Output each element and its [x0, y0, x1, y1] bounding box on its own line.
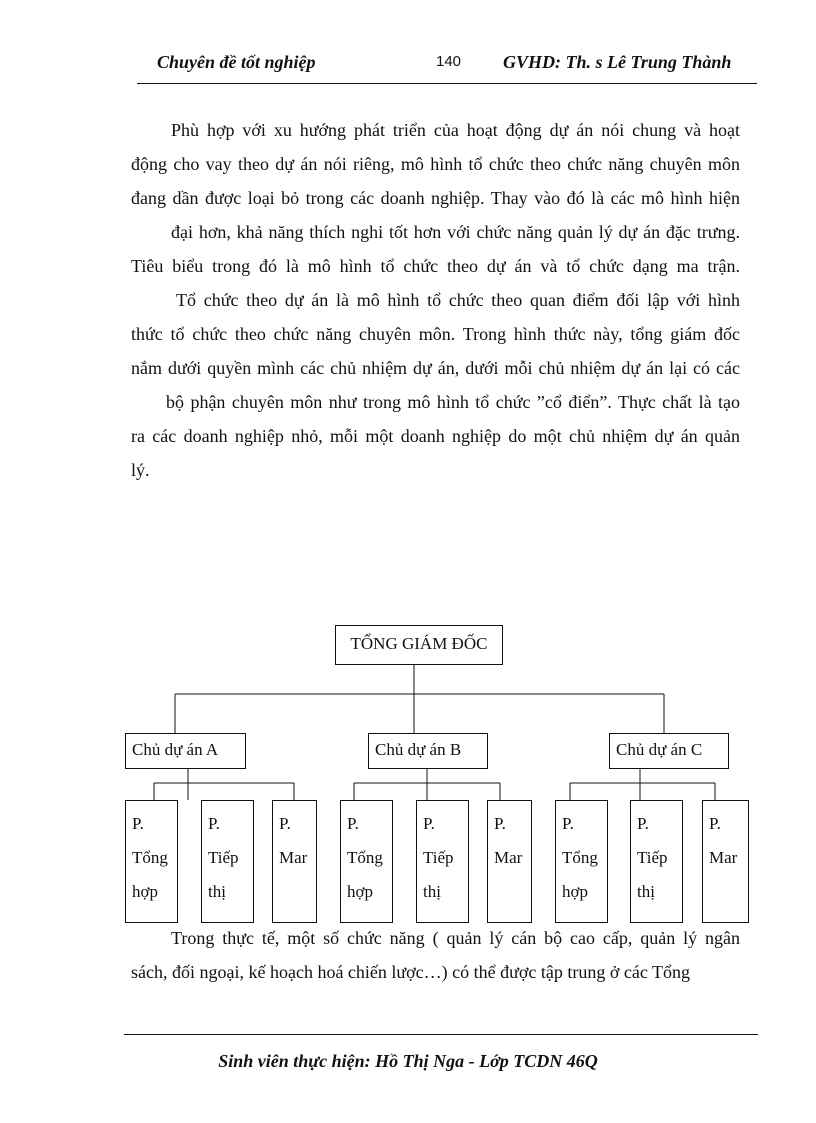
dept-label: hợp — [347, 882, 373, 901]
org-box-department — [125, 800, 178, 923]
paragraph-line: đang dần được loại bỏ trong các doanh nghiệp. Thay vào đó là các mô hình hiện — [131, 188, 740, 208]
org-box-project-b: Chủ dự án B — [368, 733, 488, 769]
dept-label: P. — [709, 814, 721, 833]
dept-label: P. — [637, 814, 649, 833]
org-box-department — [555, 800, 608, 923]
dept-label: P. — [208, 814, 220, 833]
dept-label: thị — [637, 882, 655, 901]
dept-label: thị — [423, 882, 441, 901]
org-box-ceo: TỔNG GIÁM ĐỐC — [335, 625, 503, 665]
dept-label: P. — [347, 814, 359, 833]
header-advisor: GVHD: Th. s Lê Trung Thành — [503, 52, 732, 72]
paragraph-line: đại hơn, khả năng thích nghi tốt hơn với chức năng quản lý dự án đặc trưng. — [171, 222, 740, 242]
dept-label: Tiếp — [423, 848, 454, 867]
org-box-department — [416, 800, 469, 923]
dept-label: hợp — [562, 882, 588, 901]
paragraph-line: Tiêu biểu trong đó là mô hình tổ chức theo dự án và tổ chức dạng ma trận. — [131, 256, 740, 276]
org-chart — [0, 620, 816, 930]
page-number: 140 — [436, 53, 462, 70]
paragraph-line: nắm dưới quyền mình các chủ nhiệm dự án, dưới mỗi chủ nhiệm dự án lại có các — [131, 358, 740, 378]
dept-label: Tiếp — [637, 848, 668, 867]
org-box-project-a: Chủ dự án A — [125, 733, 246, 769]
page-footer: Sinh viên thực hiện: Hồ Thị Nga - Lớp TCDN 46Q — [218, 1051, 598, 1071]
org-box-department — [487, 800, 532, 923]
header-title: Chuyên đề tốt nghiệp — [157, 52, 316, 72]
org-box-department — [630, 800, 683, 923]
org-box-department — [702, 800, 749, 923]
dept-label: Tổng — [347, 848, 383, 867]
paragraph-line: động cho vay theo dự án nói riêng, mô hình tổ chức theo chức năng chuyên môn — [131, 154, 740, 174]
paragraph-line: Trong thực tế, một số chức năng ( quản lý cán bộ cao cấp, quản lý ngân — [171, 928, 740, 948]
paragraph-line: lý. — [131, 460, 150, 480]
paragraph-line: bộ phận chuyên môn như trong mô hình tổ chức ”cổ điển”. Thực chất là tạo — [166, 392, 740, 412]
paragraph-line: ra các doanh nghiệp nhỏ, mỗi một doanh nghiệp do một chủ nhiệm dự án quản — [131, 426, 740, 446]
footer-rule — [124, 1034, 758, 1035]
org-box-department — [272, 800, 317, 923]
dept-label: Mar — [494, 848, 523, 867]
paragraph-line: thức tổ chức theo chức năng chuyên môn. Trong hình thức này, tổng giám đốc — [131, 324, 740, 344]
page-header — [0, 52, 816, 82]
dept-label: P. — [494, 814, 506, 833]
paragraph-line: Tổ chức theo dự án là mô hình tổ chức theo quan điểm đối lập với hình — [176, 290, 740, 310]
dept-label: P. — [279, 814, 291, 833]
dept-label: P. — [423, 814, 435, 833]
dept-label: Tổng — [132, 848, 168, 867]
dept-label: Tổng — [562, 848, 598, 867]
paragraph-line: sách, đối ngoại, kế hoạch hoá chiến lược…) có thể được tập trung ở các Tổng — [131, 962, 691, 982]
body-text-continued — [131, 921, 740, 989]
dept-label: Mar — [279, 848, 308, 867]
paragraph-line: Phù hợp với xu hướng phát triển của hoạt động dự án nói chung và hoạt — [171, 120, 740, 140]
org-chart-connectors — [0, 620, 816, 930]
dept-label: Mar — [709, 848, 738, 867]
dept-label: thị — [208, 882, 226, 901]
body-text — [131, 113, 740, 487]
header-rule — [137, 83, 757, 84]
dept-label: P. — [132, 814, 144, 833]
dept-label: P. — [562, 814, 574, 833]
org-box-department — [340, 800, 393, 923]
org-box-project-c: Chủ dự án C — [609, 733, 729, 769]
org-box-department — [201, 800, 254, 923]
dept-label: Tiếp — [208, 848, 239, 867]
dept-label: hợp — [132, 882, 158, 901]
